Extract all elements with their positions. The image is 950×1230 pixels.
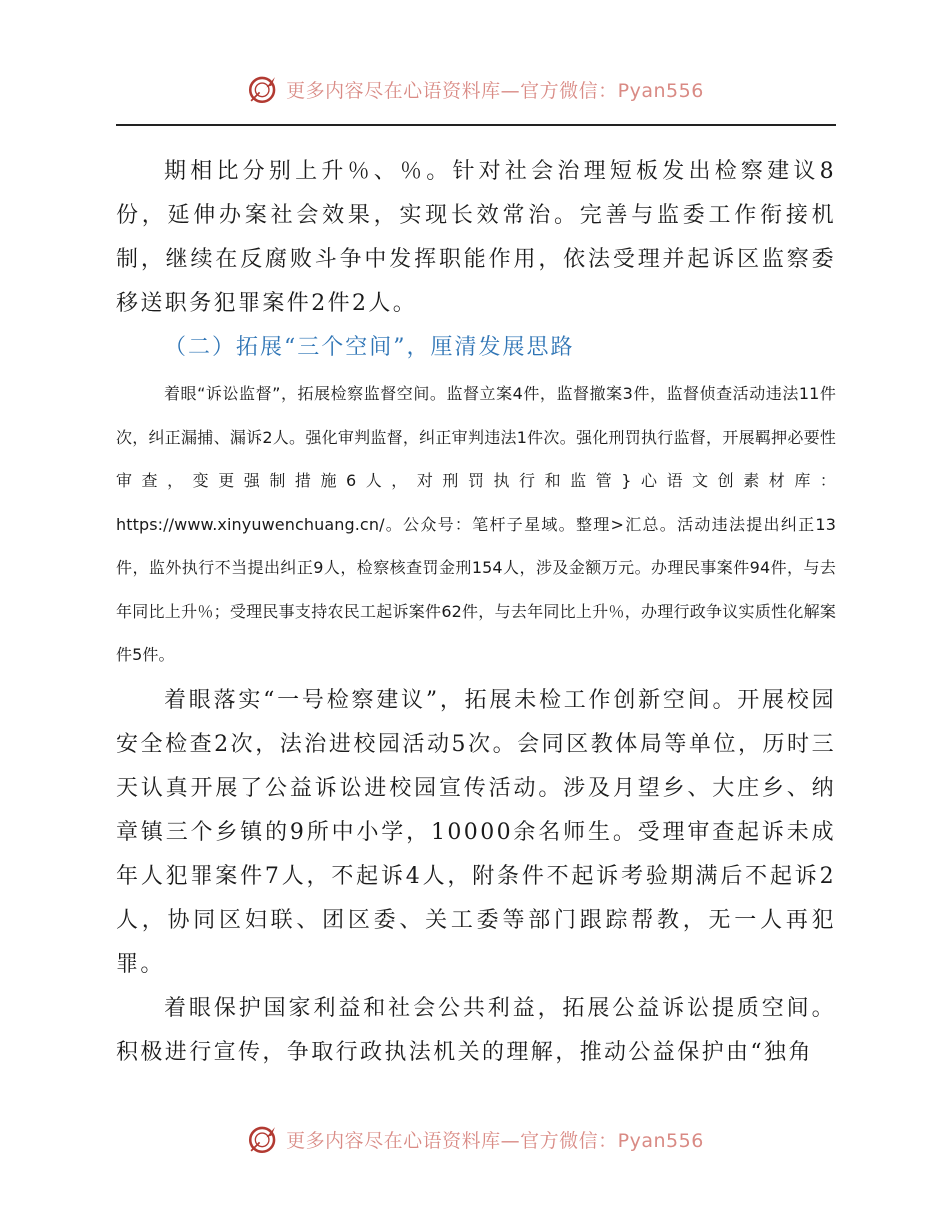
footer-banner-text: 更多内容尽在心语资料库—官方微信：Pyan556 [286, 1129, 704, 1152]
document-body [116, 150, 836, 1075]
paragraph-4: 着眼保护国家利益和社会公共利益，拓展公益诉讼提质空间。积极进行宣传，争取行政执法机关的理解，推动公益保护由“独角 [116, 995, 836, 1065]
section-heading-2: （二）拓展“三个空间”，厘清发展思路 [164, 335, 575, 360]
paragraph-2: 着眼“诉讼监督”，拓展检察监督空间。监督立案4件，监督撤案3件，监督侦查活动违法11件次，纠正漏捕、漏诉2人。强化审判监督，纠正审判违法1件次。强化刑罚执行监督，开展羁押必要性审查，变更强制措施6人，对刑罚执行和监管}心语文创素材库：https://www.xinyuwenchuang.cn/。公众号：笔杆子星域。整理>汇总。活动违法提出纠正13件，监外执行不当提出纠正9人，检察核查罚金刑154人，涉及金额万元。办理民事案件94件，与去年同比上升％；受理民事支持农民工起诉案件62件，与去年同比上升％，办理行政争议实质性化解案件5件。 [116, 384, 836, 664]
quill-logo-icon [246, 72, 280, 106]
paragraph-1: 期相比分别上升％、％。针对社会治理短板发出检察建议8份，延伸办案社会效果，实现长效常治。完善与监委工作衔接机制，继续在反腐败斗争中发挥职能作用，依法受理并起诉区监察委移送职务犯罪案件2件2人。 [116, 159, 836, 316]
paragraph-3: 着眼落实“一号检察建议”，拓展未检工作创新空间。开展校园安全检查2次，法治进校园活动5次。会同区教体局等单位，历时三天认真开展了公益诉讼进校园宣传活动。涉及月望乡、大庄乡、纳章镇三个乡镇的9所中小学，10000余名师生。受理审查起诉未成年人犯罪案件7人，不起诉4人，附条件不起诉考验期满后不起诉2人，协同区妇联、团区委、关工委等部门跟踪帮教，无一人再犯罪。 [116, 687, 836, 977]
header-banner-text: 更多内容尽在心语资料库—官方微信：Pyan556 [286, 79, 704, 102]
quill-logo-icon [246, 1122, 280, 1156]
footer-banner [0, 1122, 950, 1156]
header-rule [116, 124, 836, 126]
header-banner [0, 72, 950, 106]
